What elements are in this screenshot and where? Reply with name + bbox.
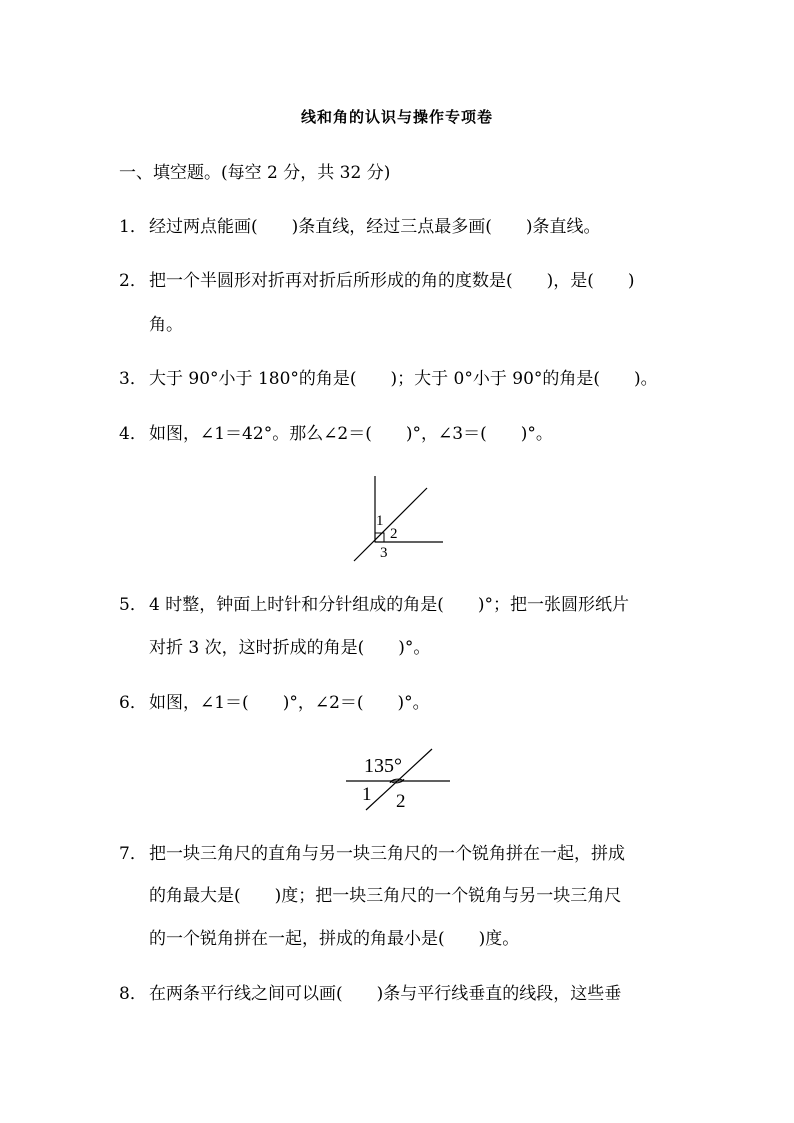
angle-1-label: 1	[376, 513, 384, 529]
question-number: 2．	[119, 271, 147, 291]
question-8	[119, 983, 621, 1005]
question-text: 把一块三角尺的直角与另一块三角尺的一个锐角拼在一起，拼成	[149, 844, 625, 864]
question-5	[119, 594, 629, 616]
question-6	[119, 692, 430, 714]
question-text: 如图，∠1＝( )°，∠2＝( )°。	[149, 693, 430, 713]
question-2	[119, 270, 635, 292]
page-title: 线和角的认识与操作专项卷	[300, 108, 493, 126]
question-text: 把一个半圆形对折再对折后所形成的角的度数是( )，是( )	[149, 271, 635, 291]
question-number: 7．	[119, 844, 147, 864]
question-text: 大于 90°小于 180°的角是( )；大于 0°小于 90°的角是( )。	[149, 369, 658, 389]
angle-1-label: 1	[362, 784, 372, 805]
diagonal-line	[354, 488, 427, 561]
question-number: 4．	[119, 424, 147, 444]
question-7-continued: 的一个锐角拼在一起，拼成的角最小是( )度。	[149, 929, 520, 949]
question-7	[119, 843, 625, 865]
question-1	[119, 216, 601, 238]
angle-2-label: 2	[390, 526, 398, 542]
question-number: 5．	[119, 595, 147, 615]
question-number: 6．	[119, 693, 147, 713]
question-5-continued: 对折 3 次，这时折成的角是( )°。	[149, 638, 431, 658]
question-7-continued: 的角最大是( )度；把一块三角尺的一个锐角与另一块三角尺	[149, 886, 622, 906]
angle-2-label: 2	[396, 791, 406, 812]
question-3	[119, 368, 658, 390]
angle-135-label: 135°	[364, 755, 402, 777]
question-text: 4 时整，钟面上时针和分针组成的角是( )°；把一张圆形纸片	[149, 595, 629, 615]
angle-figure-2	[340, 744, 455, 814]
question-text: 经过两点能画( )条直线，经过三点最多画( )条直线。	[149, 217, 601, 237]
question-text: 如图，∠1＝42°。那么∠2＝( )°，∠3＝( )°。	[149, 424, 553, 444]
angle-3-label: 3	[380, 545, 388, 561]
section-heading: 一、填空题。(每空 2 分，共 32 分)	[119, 163, 391, 183]
question-2-continued: 角。	[149, 315, 183, 335]
question-number: 8．	[119, 984, 147, 1004]
right-angle-mark	[375, 533, 384, 542]
question-number: 1．	[119, 217, 147, 237]
question-4	[119, 423, 553, 445]
question-number: 3．	[119, 369, 147, 389]
question-text: 在两条平行线之间可以画( )条与平行线垂直的线段，这些垂	[149, 984, 622, 1004]
angle-figure-1	[345, 470, 455, 570]
